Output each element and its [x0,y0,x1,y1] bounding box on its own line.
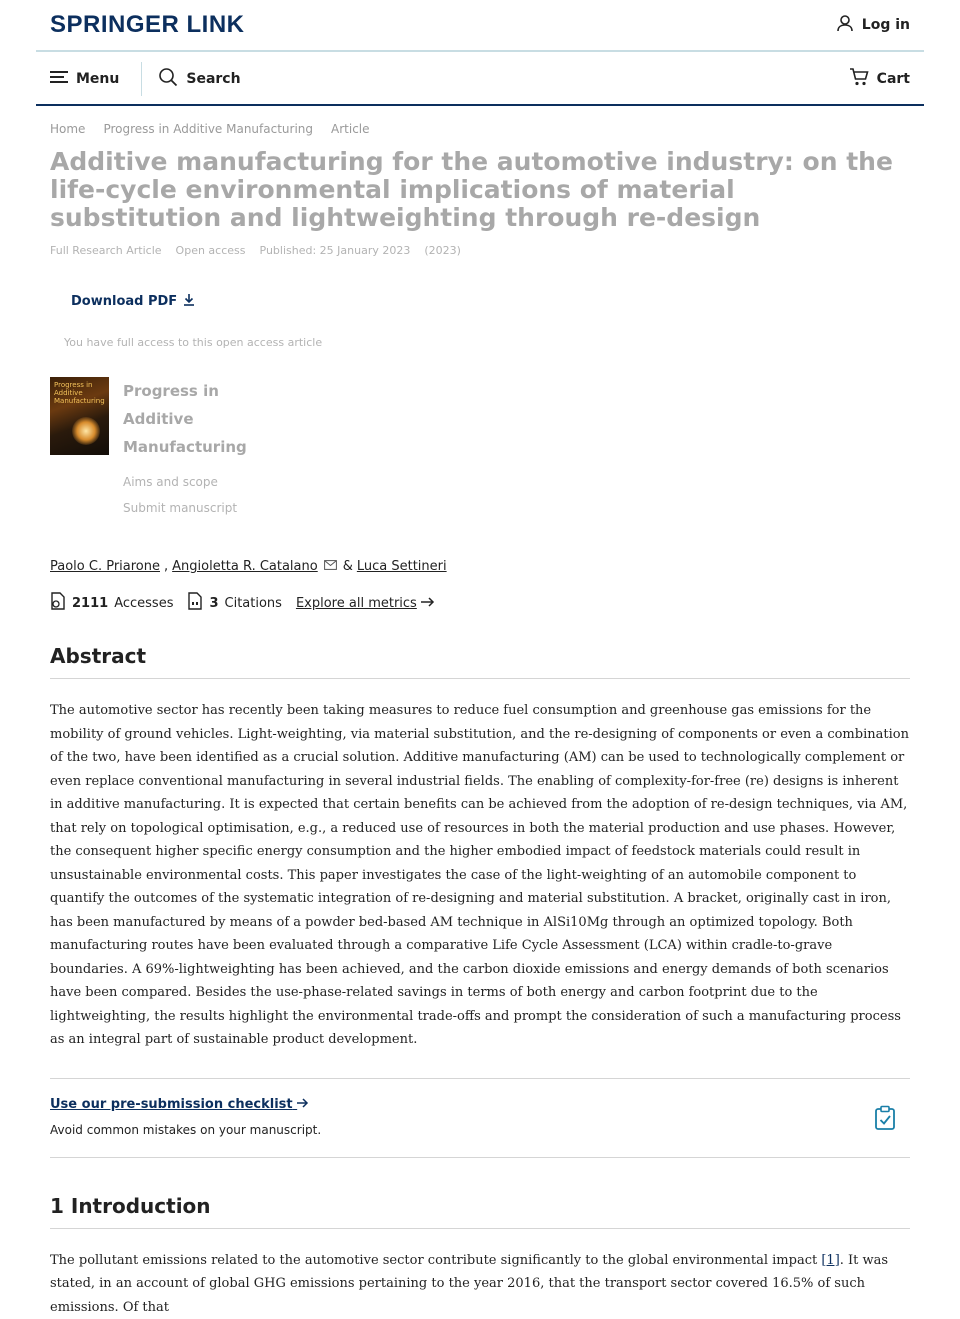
menu-label: Menu [76,71,119,87]
article-title: Additive manufacturing for the automotive industry: on the life-cycle environmental implications of material substitution and lightweighting through re-design [50,148,900,232]
author-separator: , [164,559,168,574]
published-date: Published: 25 January 2023 [260,244,411,257]
search-label: Search [186,71,240,87]
author-link[interactable]: Paolo C. Priarone [50,559,160,574]
checklist-link-label: Use our pre-submission checklist [50,1097,293,1112]
top-bar [36,0,924,52]
citations-label: Citations [225,596,282,611]
cart-button[interactable] [849,67,910,91]
nav-divider [141,62,142,96]
access-note: You have full access to this open access article [64,336,910,349]
download-icon [183,293,195,310]
open-access-badge: Open access [176,244,246,257]
author-list [50,559,910,574]
abstract-heading: Abstract [50,644,910,679]
user-icon [836,14,854,36]
introduction-text [50,1249,910,1319]
citation-link[interactable]: [1] [821,1253,839,1268]
submit-manuscript-link[interactable]: Submit manuscript [123,501,293,515]
breadcrumb [50,122,910,136]
cover-glow [72,417,100,445]
publication-year: (2023) [424,244,461,257]
author-link[interactable]: Luca Settineri [357,559,447,574]
author-link[interactable]: Angioletta R. Catalano [172,559,318,574]
breadcrumb-home[interactable]: Home [50,122,85,136]
abstract-text: The automotive sector has recently been taking measures to reduce fuel consumption and greenhouse gas emissions for the mobility of ground vehicles. Light-weighting, via material substitution, and the re-designing of components or even a combination of the two, have been identified as a crucial solution. Additive manufacturing (AM) can be used to technologically complement or even replace conventional manufacturing in several industrial fields. The enabling of complexity-for-free (re) designs is inherent in additive manufacturing. It is expected that certain benefits can be achieved from the adoption of re-design techniques, via AM, that rely on topological optimisation, e.g., a reduced use of resources in both the material production and use phases. However, the consequent higher specific energy consumption and the higher embodied impact of feedstock materials could result in unsustainable environmental costs. This paper investigates the case of the light-weighting of an automobile component to quantify the outcomes of the systematic integration of re-designing and material substitution. A bracket, originally cast in iron, has been manufactured by means of a powder bed-based AM technique in AlSi10Mg through an optimized topology. Both manufacturing routes have been evaluated through a comparative Life Cycle Assessment (LCA) within cradle-to-grave boundaries. A 69%-lightweighting has been achieved, and the carbon dioxide emissions and energy demands of both scenarios have been compared. Besides the use-phase-related savings in terms of both energy and carbon footprint due to the lightweighting, the results highlight the environmental trade-offs and prompt the consideration of such a manufacturing process as an integral part of sustainable product development. [50,699,910,1052]
citations-icon [187,592,203,614]
download-pdf-button[interactable] [71,293,195,310]
introduction-heading: 1 Introduction [50,1194,910,1229]
author-separator: & [343,559,353,574]
email-icon[interactable] [324,559,337,574]
login-label: Log in [862,17,910,33]
springer-link-logo[interactable]: SPRINGER LINK [50,11,245,39]
arrow-right-icon [421,596,435,611]
nav-bar [36,54,924,106]
article-content [50,106,910,1319]
cart-icon [849,67,869,91]
article-meta [50,244,910,257]
search-icon [158,67,178,91]
journal-name[interactable]: Progress in Additive Manufacturing [123,377,293,461]
citations-count: 3 [209,596,218,611]
introduction-text-start: The pollutant emissions related to the automotive sector contribute significantly to the global environmental impact [50,1253,821,1268]
clipboard-check-icon [874,1105,896,1135]
arrow-right-icon [297,1098,309,1108]
download-pdf-label: Download PDF [71,294,177,309]
checklist-subtitle: Avoid common mistakes on your manuscript. [50,1123,321,1137]
explore-metrics-label: Explore all metrics [296,596,417,611]
journal-info [50,377,910,515]
search-button[interactable] [158,67,240,91]
citations-metric [187,592,281,614]
checklist-banner [50,1078,910,1158]
breadcrumb-article: Article [331,122,370,136]
accesses-count: 2111 [72,596,108,611]
explore-metrics-link[interactable] [296,596,435,611]
article-type: Full Research Article [50,244,162,257]
hamburger-icon [50,70,68,88]
article-metrics [50,592,910,614]
accesses-label: Accesses [114,596,173,611]
aims-and-scope-link[interactable]: Aims and scope [123,475,293,489]
breadcrumb-journal[interactable]: Progress in Additive Manufacturing [103,122,313,136]
journal-cover-image[interactable] [50,377,109,455]
menu-button[interactable] [50,70,119,88]
cart-label: Cart [877,71,910,87]
login-button[interactable] [836,14,910,36]
pre-submission-checklist-link[interactable] [50,1097,309,1112]
accesses-icon [50,592,66,614]
journal-details [123,377,293,515]
introduction-text-continued: . It was stated, in an account of global GHG emissions pertaining to the year 2016, that the transport sector covered 16.5% of such emissions. Of that [50,1253,888,1315]
cover-title: Progress in Additive Manufacturing [54,381,109,405]
accesses-metric [50,592,173,614]
